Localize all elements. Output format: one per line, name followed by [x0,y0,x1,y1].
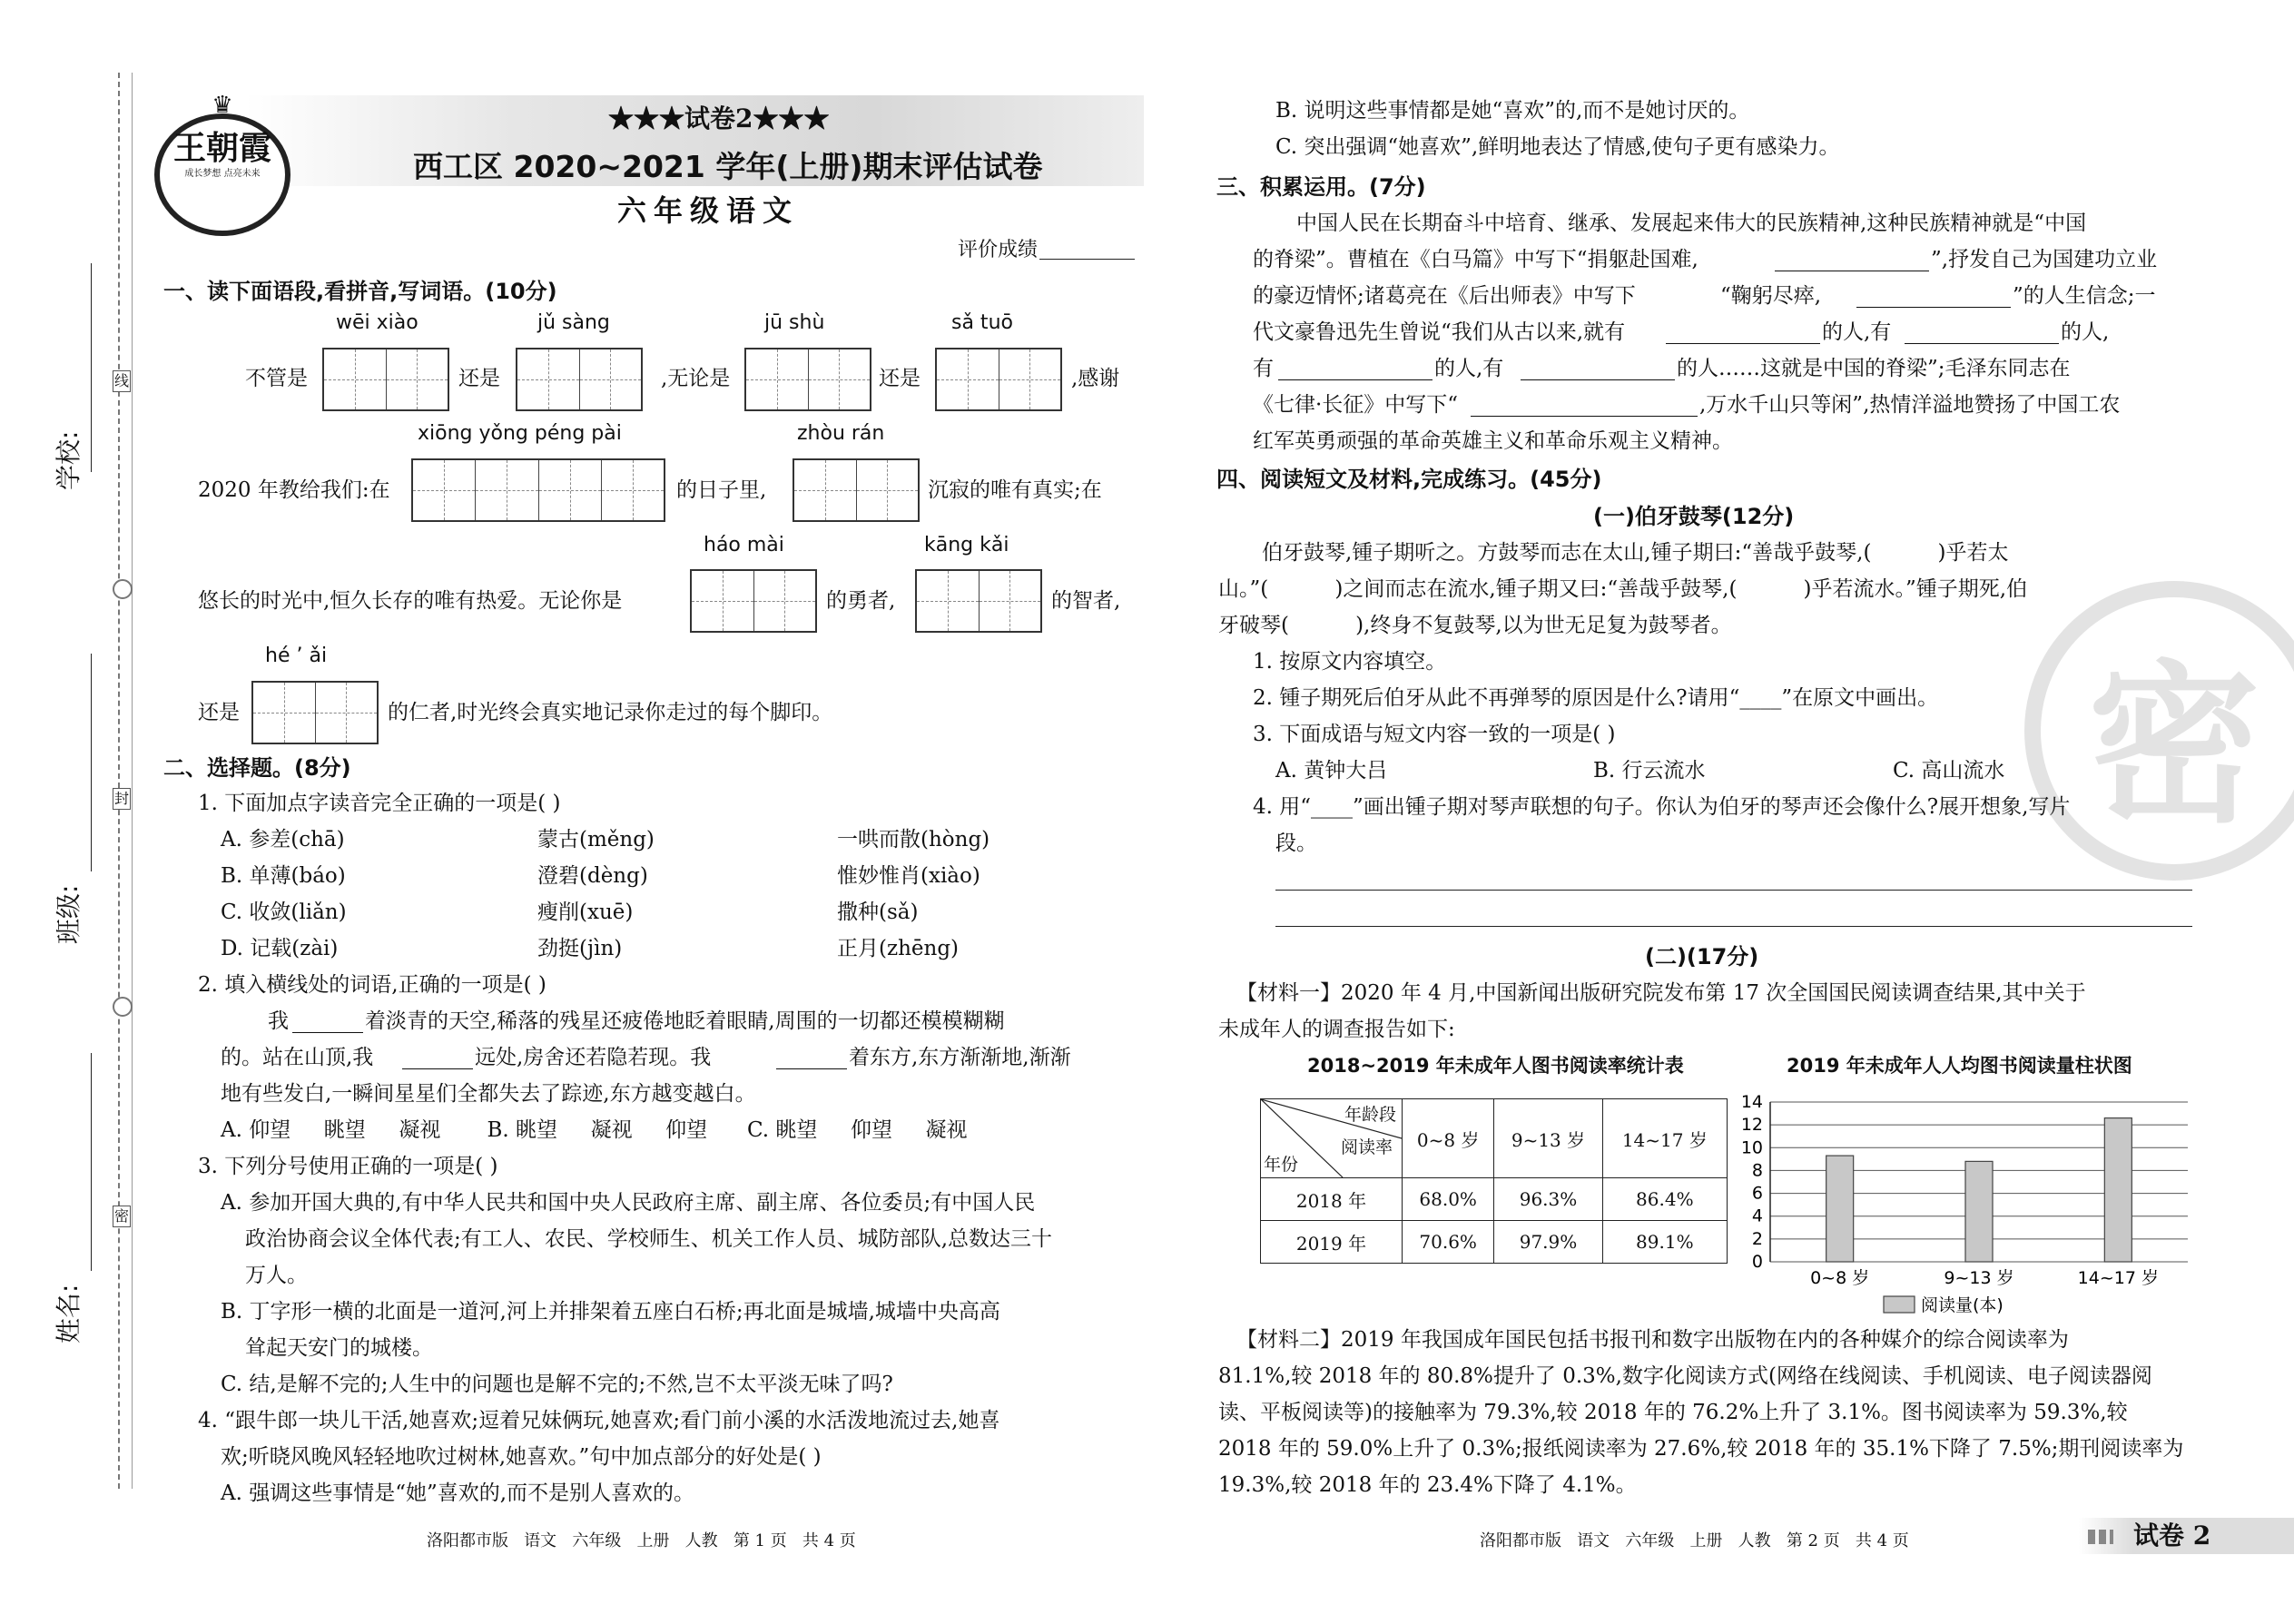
legend-label: 阅读量(本) [1921,1295,2004,1315]
table-title: 2018~2019 年未成年人图书阅读率统计表 [1307,1055,1684,1077]
y-tick-label: 12 [1740,1115,1763,1136]
option: B. 说明这些事情都是她“喜欢”的,而不是她讨厌的。 [1275,99,1750,123]
char-grid[interactable] [793,458,920,522]
table-cell: 70.6% [1403,1221,1494,1264]
table-row [1261,1221,1728,1264]
chart-title: 2019 年未成年人人均图书阅读量柱状图 [1787,1055,2132,1077]
option: 正月(zhēng) [837,937,960,960]
x-tick-label: 0~8 岁 [1810,1268,1870,1288]
char-grid[interactable] [411,458,665,522]
line-text: 还是 [879,367,921,390]
material-text: 2018 年的 59.0%上升了 0.3%;报纸阅读率为 27.6%,较 2018 年的 35.1%下降了 7.5%;期刊阅读率为 [1218,1437,2184,1461]
school-line [91,263,92,472]
row-header: 2019 年 [1261,1221,1403,1264]
pinyin: jǔ sàng [537,311,610,334]
table-row [1261,1178,1728,1221]
option: A. 黄钟大吕 [1275,759,1388,782]
fill-blank[interactable] [1775,251,1929,271]
char-grid[interactable] [516,348,643,411]
line-text: 沉寂的唯有真实;在 [928,478,1102,502]
option: C. 高山流水 [1893,759,2005,782]
pinyin: xiōng yǒng péng pài [418,422,622,445]
th-age: 年龄段 [1344,1105,1396,1125]
y-tick-label: 14 [1740,1092,1763,1112]
binding-hole-icon [113,579,133,599]
char-grid[interactable] [744,348,871,411]
option: C. 收敛(liǎn) [221,901,347,924]
q3-title: 三、积累运用。(7分) [1216,174,1426,200]
fill-blank[interactable] [402,1048,473,1069]
exam-title: 西工区 2020~2021 学年(上册)期末评估试卷 [413,149,1043,184]
passage1-text: 山。”( )之间而志在流水,锺子期又曰:“善哉乎鼓琴,( )乎若流水。”锺子期死,伯 [1218,577,2028,601]
column-header: 14~17 岁 [1602,1099,1727,1178]
exercise: 2. 锺子期死后伯牙从此不再弹琴的原因是什么?请用“____”在原文中画出。 [1253,686,1939,710]
binding-margin [0,0,159,1624]
option: A. 参差(chā) [221,828,345,851]
bar-chart [1725,1080,2206,1353]
option: B. 单薄(báo) [221,864,346,888]
material-text: 19.3%,较 2018 年的 23.4%下降了 4.1%。 [1218,1473,1637,1497]
fill-blank[interactable] [1521,359,1675,380]
name-line [91,1053,92,1271]
passage1-title: (一)伯牙鼓琴(12分) [1593,504,1795,529]
answer-line[interactable] [1275,926,2192,927]
option: 蒙古(měng) [537,828,655,851]
reading-rate-table [1260,1098,1728,1264]
y-tick-label: 8 [1751,1160,1763,1181]
char-grid[interactable] [251,681,379,744]
table-cell: 86.4% [1602,1178,1727,1221]
table-cell: 97.9% [1494,1221,1602,1264]
y-tick-label: 10 [1740,1137,1763,1158]
char-grid[interactable] [935,348,1062,411]
table-cell: 68.0% [1403,1178,1494,1221]
option: 一哄而散(hòng) [837,828,990,851]
q3-text: ”,抒发自己为国建功立业 [1931,248,2158,271]
option: B. 行云流水 [1593,759,1706,782]
column-header: 0~8 岁 [1403,1099,1494,1178]
material-text: 【材料一】2020 年 4 月,中国新闻出版研究院发布第 17 次全国国民阅读调查结果,其中关于 [1236,981,2086,1005]
series-label: ★★★试卷2★★★ [608,103,830,133]
q3-text: 《七律·长征》中写下“ [1253,393,1459,417]
score-label: 评价成绩 [958,239,1039,261]
question: 4. “跟牛郎一块儿干活,她喜欢;逗着兄妹俩玩,她喜欢;看门前小溪的水活泼地流过去,她喜 [198,1409,1000,1432]
line-text: ,无论是 [661,367,731,390]
mark-mi: 密 [113,1206,131,1227]
q3-text: ,万水千山只等闲”,热情洋溢地赞扬了中国工农 [1699,393,2121,417]
bar [2104,1118,2132,1262]
passage-text: 着东方,东方渐渐地,渐渐 [849,1046,1071,1069]
line-text: 的智者, [1051,589,1121,613]
binding-hole-icon [113,997,133,1017]
logo-text: 王朝霞 [172,129,271,167]
row-header: 2018 年 [1261,1178,1403,1221]
q2-title: 二、选择题。(8分) [163,755,351,781]
table-cell: 96.3% [1494,1178,1602,1221]
q4-title: 四、阅读短文及材料,完成练习。(45分) [1216,467,1602,492]
question: 2. 填入横线处的词语,正确的一项是( ) [198,973,546,997]
q3-text: 的人,有 [1434,357,1504,380]
diagonal-header-cell [1261,1099,1403,1178]
q3-text: 中国人民在长期奋斗中培育、继承、发展起来伟大的民族精神,这种民族精神就是“中国 [1296,212,2087,235]
fill-blank[interactable] [776,1048,847,1069]
q3-text: 的豪迈情怀;诸葛亮在《后出师表》中写下 [1253,284,1636,308]
secret-stamp [2024,581,2294,881]
option: 撒种(sǎ) [837,901,919,924]
line-text: 的勇者, [826,589,896,613]
exercise: 3. 下面成语与短文内容一致的一项是( ) [1253,723,1616,746]
char-grid[interactable] [690,569,817,633]
column-header: 9~13 岁 [1494,1099,1602,1178]
answer-line[interactable] [1275,890,2192,891]
legend-swatch [1884,1296,1915,1313]
binding-solid-line [132,73,133,1489]
pinyin: sǎ tuō [951,311,1013,334]
line-text: 的日子里, [676,478,767,502]
char-grid[interactable] [915,569,1042,633]
question: 欢;听晓风晚风轻轻地吹过树林,她喜欢。”句中加点部分的好处是( ) [221,1445,822,1469]
fill-blank[interactable] [1905,323,2059,344]
score-line [1039,259,1135,260]
y-tick-label: 2 [1751,1228,1763,1249]
pinyin: háo mài [704,534,784,556]
binding-dashed-line [118,73,120,1489]
option: 惟妙惟肖(xiào) [837,864,980,888]
table-cell: 89.1% [1602,1221,1727,1264]
char-grid[interactable] [322,348,449,411]
y-tick-label: 0 [1751,1252,1763,1272]
q3-text: 代文豪鲁迅先生曾说“我们从古以来,就有 [1253,320,1626,344]
option: 政治协商会议全体代表;有工人、农民、学校师生、机关工作人员、城防部队,总数达三十 [245,1227,1053,1251]
material-text: 读、平板阅读等)的接触率为 79.3%,较 2018 年的 76.2%上升了 3.1%。图书阅读率为 59.3%,较 [1218,1401,2128,1424]
option: A. 强调这些事情是“她”喜欢的,而不是别人喜欢的。 [221,1481,695,1505]
footer-left: 洛阳都市版 语文 六年级 上册 人教 第 1 页 共 4 页 [427,1531,856,1550]
q3-text: 的脊梁”。曹植在《白马篇》中写下“捐躯赴国难, [1253,248,1698,271]
x-tick-label: 9~13 岁 [1944,1268,2014,1288]
pinyin: kāng kǎi [924,534,1009,556]
option: A. 参加开国大典的,有中华人民共和国中央人民政府主席、副主席、各位委员;有中国人民 [221,1191,1036,1215]
question: 1. 下面加点字读音完全正确的一项是( ) [198,792,561,815]
fill-blank[interactable] [292,1012,363,1033]
options-row: A. 仰望 眺望 凝视 B. 眺望 凝视 仰望 C. 眺望 仰望 凝视 [221,1118,968,1142]
footer-tag: 试卷 2 [2133,1521,2211,1550]
fill-blank[interactable] [1666,323,1820,344]
name-label: 姓名: [54,1284,84,1343]
th-rate: 阅读率 [1340,1137,1393,1157]
option: 澄碧(dèng) [537,864,648,888]
line-text: ,感谢 [1071,367,1120,390]
fill-blank[interactable] [1856,287,2011,308]
pinyin: jū shù [764,311,825,334]
q1-title: 一、读下面语段,看拼音,写词语。(10分) [163,279,557,304]
passage-text: 我 [268,1009,289,1033]
pinyin: hé ’ ǎi [265,645,328,667]
logo-crown-icon: ♛ [212,92,233,119]
material-text: 未成年人的调查报告如下: [1218,1018,1455,1041]
passage-text: 的。站在山顶,我 [221,1046,374,1069]
th-year: 年份 [1264,1155,1299,1175]
line-text: 悠长的时光中,恒久长存的唯有热爱。无论你是 [198,589,623,613]
logo-badge [154,92,290,236]
passage1-text: 牙破琴( ),终身不复鼓琴,以为世无足复为鼓琴者。 [1218,614,1732,637]
mark-feng: 封 [113,788,131,810]
y-tick-label: 4 [1751,1206,1763,1226]
line-text: 2020 年教给我们:在 [198,478,390,502]
option: 耸起天安门的城楼。 [245,1336,433,1360]
q3-text: 有 [1253,357,1274,380]
exercise: 4. 用“____”画出锺子期对琴声联想的句子。你认为伯牙的琴声还会像什么?展开想象,写片 [1253,795,2071,819]
line-text: 的仁者,时光终会真实地记录你走过的每个脚印。 [388,701,833,724]
q3-text: “鞠躬尽瘁, [1720,284,1822,308]
class-label: 班级: [54,884,84,944]
passage-text: 着淡青的天空,稀落的残星还疲倦地眨着眼睛,周围的一切都还模模糊糊 [365,1009,1005,1033]
fill-blank[interactable] [1278,359,1433,380]
q3-text: ”的人生信念;一 [2013,284,2156,308]
bar [1965,1161,1993,1262]
logo-slogan: 成长梦想 点亮未来 [184,169,261,179]
q3-text: 的人,有 [1822,320,1892,344]
question: 3. 下列分号使用正确的一项是( ) [198,1155,498,1178]
option: C. 突出强调“她喜欢”,鲜明地表达了情感,使句子更有感染力。 [1275,135,1840,159]
subject-title: 六年级语文 [617,193,800,228]
stamp-text: 密 [2087,645,2260,846]
option: C. 结,是解不完的;人生中的问题也是解不完的;不然,岂不太平淡无味了吗? [221,1373,893,1396]
q3-text: 的人……这就是中国的脊梁”;毛泽东同志在 [1677,357,2071,380]
line-text: 不管是 [245,367,308,390]
material-text: 【材料二】2019 年我国成年国民包括书报刊和数字出版物在内的各种媒介的综合阅读率为 [1236,1328,2069,1352]
passage-text: 远处,房舍还若隐若现。我 [475,1046,712,1069]
option: 万人。 [245,1264,308,1287]
line-text: 还是 [458,367,500,390]
line-text: 还是 [198,701,240,724]
fill-blank[interactable] [1471,396,1698,417]
option: D. 记载(zài) [221,937,339,960]
passage1-text: 伯牙鼓琴,锺子期听之。方鼓琴而志在太山,锺子期曰:“善哉乎鼓琴,( )乎若太 [1262,541,2009,565]
option: B. 丁字形一横的北面是一道河,河上并排架着五座白石桥;再北面是城墙,城墙中央高高 [221,1300,1000,1324]
material-text: 81.1%,较 2018 年的 80.8%提升了 0.3%,数字化阅读方式(网络在线阅读、手机阅读、电子阅读器阅 [1218,1364,2152,1388]
q3-text: 的人, [2061,320,2110,344]
school-label: 学校: [54,430,84,490]
bar [1826,1156,1854,1262]
mark-xian: 线 [113,370,131,392]
table-header-row [1261,1099,1728,1178]
x-tick-label: 14~17 岁 [2077,1268,2159,1288]
option: 瘦削(xuē) [537,901,634,924]
class-line [91,654,92,871]
footer-tag-squares [2088,1530,2113,1544]
passage2-title: (二)(17分) [1645,944,1759,969]
pinyin: zhòu rán [797,422,885,445]
exercise: 段。 [1275,832,1317,855]
passage-text: 地有些发白,一瞬间星星们全都失去了踪迹,东方越变越白。 [221,1082,756,1106]
y-tick-label: 6 [1751,1183,1763,1204]
footer-right: 洛阳都市版 语文 六年级 上册 人教 第 2 页 共 4 页 [1480,1531,1909,1550]
option: 劲挺(jìn) [537,937,623,960]
pinyin: wēi xiào [336,311,418,334]
q3-text: 红军英勇顽强的革命英雄主义和革命乐观主义精神。 [1253,429,1733,453]
exercise: 1. 按原文内容填空。 [1253,650,1447,674]
